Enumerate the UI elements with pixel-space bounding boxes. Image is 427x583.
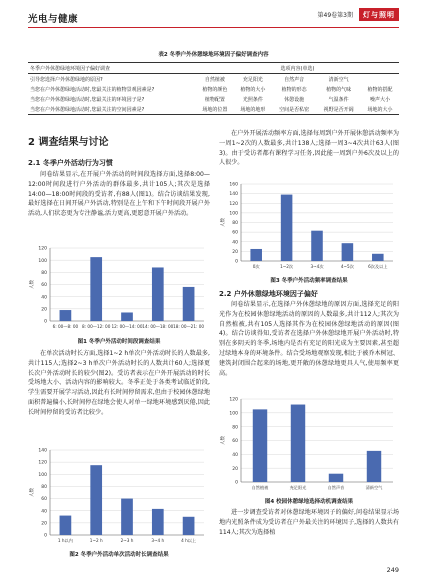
table-row — [28, 84, 399, 94]
table-row — [28, 94, 399, 104]
y-tick-label: 100 — [38, 258, 47, 264]
y-tick-label: 40 — [41, 509, 47, 515]
y-tick-label: 20 — [232, 466, 238, 472]
table-option-cell — [361, 74, 399, 85]
table-option-cell: 充足阳光 — [242, 76, 263, 83]
figure-3-chart — [219, 178, 399, 274]
figure-4-chart — [219, 393, 399, 495]
table-question-cell: 当您在户外休憩绿地活动时,您最关注的植物景观因素是? — [30, 86, 155, 93]
figure-2-chart — [28, 444, 210, 548]
table-option-cell: 自然声音 — [284, 76, 305, 83]
y-tick-label: 60 — [232, 230, 238, 236]
table-option-cell: 植物的形态 — [281, 86, 307, 93]
y-tick-label: 40 — [41, 295, 47, 301]
paragraph-2-2-a: 问卷结果显示,在选择户外休憩绿地的原因方面,选择充足的阳光作为在校园休憩绿地活动的原因的人数最多,共计112人;其次为自然植被,共有105人选择其作为在校园休憩绿地活动的原因(图4)。结合访谈得知,受访者在选择户外休憩绿地开展户外活动时,特别在多阴天的冬季,场地内是否有充足的阳光成为主要因素,甚至超过绿地本身的环境条件。结合受场地观察发现,相比于被乔木树冠、建筑封闭围合起来的场地,更开敞的休憩绿地更具人气,使用频率更高。 — [219, 301, 399, 377]
bar — [183, 517, 195, 535]
table-option-cell: 噪声大小 — [369, 96, 390, 103]
chart-svg — [219, 393, 399, 495]
y-tick-label: 120 — [38, 246, 47, 252]
y-tick-label: 100 — [229, 411, 238, 417]
x-tick-label: 8: 00—12: 00 — [82, 324, 111, 329]
x-tick-label: 1~2 h — [89, 538, 103, 543]
journal-section-title: 光电与健康 — [28, 14, 79, 25]
x-tick-label: 18: 00—21: 00 — [173, 324, 205, 329]
y-tick-label: 100 — [229, 211, 238, 217]
y-tick-label: 120 — [229, 397, 238, 403]
y-tick-label: 80 — [41, 485, 47, 491]
section-heading-2-1: 2.1 冬季户外活动行为习惯 — [28, 159, 113, 167]
table-option-cell: 自然植被 — [204, 76, 225, 83]
bar — [152, 509, 164, 535]
y-tick-label: 80 — [232, 425, 238, 431]
table-option-cell: 植物的搭配 — [367, 86, 393, 93]
x-tick-label: 4 h以上 — [181, 538, 197, 543]
chart-svg — [28, 444, 210, 548]
paragraph-col2-a: 在户外开展活动频率方面,选择每周到户外开展休憩活动频率为一周1~2次的人数最多,共计138人;选择一周3~4次共计63人(图3)。由于受访者都有课程学习任务,因此能一周到户外6次及以上的人很少。 — [219, 130, 399, 167]
y-tick-label: 0 — [44, 319, 47, 325]
y-tick-label: 120 — [229, 201, 238, 207]
table-question-cell: 引导您选择户外休憩绿地的原因? — [30, 76, 103, 83]
y-tick-label: 20 — [41, 307, 47, 313]
table-option-cell: 植物的颜色 — [202, 86, 228, 93]
table-option-cell: 休憩设施 — [284, 96, 305, 103]
figure-1-chart — [28, 242, 210, 334]
table-option-cell: 场地的大小 — [361, 104, 399, 115]
table-option-cell: 光照条件 — [242, 96, 263, 103]
table-row — [28, 74, 399, 85]
chart-svg — [219, 178, 399, 274]
x-tick-label: 清新空气 — [365, 485, 383, 490]
figure-3-caption: 图3 冬季户外活动频率调查结果 — [270, 278, 348, 284]
bar — [183, 287, 195, 321]
table-option-cell: 视野是否开阔 — [316, 104, 361, 115]
table-header-survey: 冬季户外休憩绿地环境因子偏好调查 — [28, 63, 196, 74]
y-tick-label: 80 — [41, 270, 47, 276]
x-tick-label: 12: 00—14: 00 — [111, 324, 143, 329]
y-tick-label: 60 — [41, 497, 47, 503]
y-tick-label: 40 — [232, 452, 238, 458]
x-tick-label: 6次及以上 — [368, 264, 388, 269]
x-tick-label: 6: 00—8: 00 — [52, 324, 79, 329]
table-option-cell: 清新空气 — [328, 76, 349, 83]
bar — [152, 267, 164, 321]
figure-4-caption: 图4 校园休憩绿地选择动机调查结果 — [264, 499, 354, 505]
y-tick-label: 0 — [235, 259, 238, 265]
table-header-row — [28, 63, 399, 74]
x-tick-label: 自然植被 — [251, 485, 269, 490]
paragraph-2-2-b: 进一步调查受访者对休憩绿地环境因子的偏好,问卷结果显示场地内光照条件成为受访者在户外最关注的环境因子,选择的人数共有114人;其次为选择植 — [219, 509, 399, 536]
x-tick-label: 1 h以内 — [57, 538, 73, 543]
bar — [121, 499, 133, 535]
x-tick-label: 1~2次 — [280, 264, 294, 269]
y-axis-label: 人数 — [221, 436, 226, 445]
journal-logo — [359, 8, 399, 21]
y-axis-label: 人数 — [30, 280, 35, 289]
chart-svg — [28, 242, 210, 334]
figure-2-caption: 图2 冬季户外活动单次活动时长调查结果 — [69, 552, 169, 558]
bar — [342, 243, 354, 261]
y-tick-label: 120 — [38, 460, 47, 466]
y-tick-label: 160 — [229, 182, 238, 188]
bar — [90, 257, 102, 321]
bar — [329, 474, 343, 482]
bar — [311, 231, 323, 261]
table-row — [28, 104, 399, 115]
section-heading-2-2: 2.2 户外休憩绿地环境因子偏好 — [219, 290, 318, 298]
y-tick-label: 140 — [229, 192, 238, 198]
y-tick-label: 60 — [232, 439, 238, 445]
bar — [60, 516, 72, 535]
x-tick-label: 3~4 h — [151, 538, 165, 543]
table-option-cell: 空间是否私密 — [272, 104, 317, 115]
y-axis-label: 人数 — [221, 218, 226, 227]
y-tick-label: 20 — [41, 521, 47, 527]
table-option-cell: 场地的地形 — [234, 104, 272, 115]
x-tick-label: 充足阳光 — [289, 485, 307, 490]
bar — [60, 310, 72, 321]
table-option-cell: 植物的气味 — [326, 86, 352, 93]
bar — [367, 451, 381, 482]
table-header-options: 选项内容(单选) — [196, 63, 399, 74]
x-tick-label: 2~3 h — [120, 538, 134, 543]
table-question-cell: 当您在户外休憩绿地活动时,您最关注的环境因子是? — [30, 96, 145, 103]
bar — [291, 405, 305, 482]
y-tick-label: 100 — [38, 472, 47, 478]
bar — [121, 312, 133, 321]
header-right — [318, 8, 399, 21]
table-option-cell: 植物配置 — [204, 96, 225, 103]
x-tick-label: 4~5次 — [340, 264, 354, 269]
logo-text: 灯与照明 — [363, 10, 395, 19]
bar — [250, 249, 262, 261]
issue-label: 第49卷第3期 — [317, 12, 353, 19]
x-tick-label: 14: 00—18: 00 — [142, 324, 174, 329]
y-tick-label: 140 — [38, 448, 47, 454]
x-tick-label: 0次 — [252, 264, 260, 269]
bar — [281, 195, 293, 261]
y-tick-label: 20 — [232, 249, 238, 255]
table-option-cell: 气温条件 — [328, 96, 349, 103]
section-heading-2: 2 调查结果与讨论 — [28, 137, 109, 148]
bar — [90, 465, 102, 535]
bar — [253, 409, 267, 482]
paragraph-2-1-a: 问卷结果显示,在开展户外活动的时间段选择方面,选择8:00—12:00时间段进行户外活动的群体最多,共计105人;其次是选择14:00—18:00时间段的受访者,有88人(图1)。结合访谈结果发现,最好选择在日间开展户外活动,特别是在上午和下午时间段开展户外活动,人们状态更为专注静谧,活力更高,更愿意开展户外活动。 — [28, 171, 210, 218]
y-tick-label: 0 — [44, 533, 47, 539]
y-tick-label: 80 — [232, 221, 238, 227]
table-option-cell: 场地的位置 — [196, 104, 234, 115]
paragraph-2-1-b: 在单次活动时长方面,选择1~2 h单次户外活动时长的人数最多,共计115人;选择2~3 h单次户外活动时长的人数共计60人;选择更长次户外活动时长的较少(图2)。受访者表示在户外开展活动的时长受场地大小、活动内容的影响较大。冬季正处于各类考试临近阶段,学生需要开展学习活动,因此有长时间停留需求,但由于校园休憩绿地面积普遍偏小,长时间停在绿地会使人对单一绿地环境感到厌倦,因此长时间停留的受访者比较少。 — [28, 350, 210, 416]
x-tick-label: 3~4次 — [310, 264, 324, 269]
table-caption: 表2 冬季户外休憩绿地环境因子偏好调查内容 — [158, 52, 269, 58]
figure-1-caption: 图1 冬季户外活动时间段调查结果 — [77, 339, 161, 345]
y-tick-label: 60 — [41, 283, 47, 289]
page-number: 249 — [386, 566, 399, 574]
x-tick-label: 自然声音 — [327, 485, 345, 490]
y-tick-label: 40 — [232, 240, 238, 246]
table-option-cell: 植物的大小 — [240, 86, 266, 93]
bar — [372, 254, 384, 261]
table-question-cell: 当您在户外休憩绿地活动时,您最关注的空间因素是? — [28, 104, 196, 115]
survey-table — [28, 62, 399, 115]
header-rule — [28, 27, 399, 28]
y-axis-label: 人数 — [30, 488, 35, 497]
y-tick-label: 0 — [235, 480, 238, 486]
